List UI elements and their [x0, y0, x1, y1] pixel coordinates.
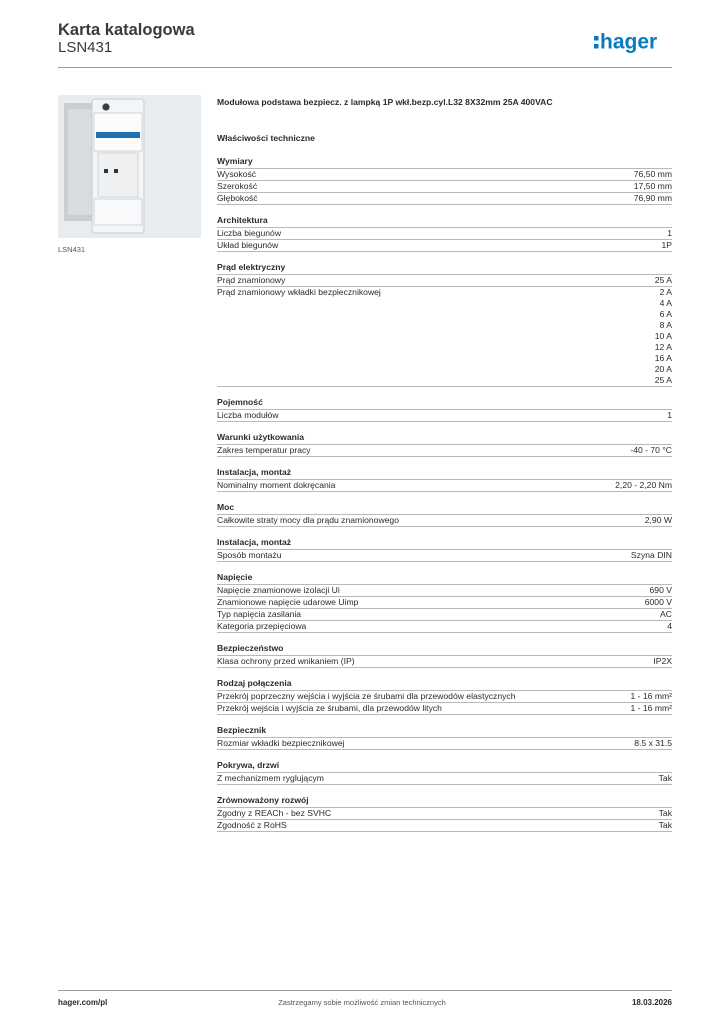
spec-label: Rozmiar wkładki bezpiecznikowej: [217, 738, 345, 748]
spec-value: Tak: [658, 773, 672, 783]
spec-value: 1: [667, 410, 672, 420]
spec-group: [217, 156, 672, 205]
spec-group: [217, 397, 672, 422]
spec-label: Z mechanizmem ryglującym: [217, 773, 324, 783]
spec-values: [653, 656, 672, 667]
spec-label: Zakres temperatur pracy: [217, 445, 311, 455]
spec-value: 2,20 - 2,20 Nm: [615, 480, 672, 490]
spec-values: [645, 597, 672, 608]
spec-values: [655, 275, 672, 286]
spec-group-title: Moc: [217, 502, 672, 515]
spec-label: Klasa ochrony przed wnikaniem (IP): [217, 656, 355, 666]
spec-values: [667, 228, 672, 239]
spec-label: Zgodność z RoHS: [217, 820, 287, 830]
spec-group-title: Architektura: [217, 215, 672, 228]
product-image-caption: LSN431: [58, 245, 86, 254]
spec-group-title: Pojemność: [217, 397, 672, 410]
spec-values: [660, 609, 672, 620]
spec-value: 1 - 16 mm²: [630, 703, 672, 713]
spec-row: [217, 808, 672, 820]
spec-group: [217, 467, 672, 492]
spec-row: [217, 621, 672, 633]
hager-logo: [594, 27, 674, 57]
footer-disclaimer: Zastrzegamy sobie możliwość zmian technicznych: [278, 998, 446, 1007]
spec-value: 12 A: [654, 342, 672, 352]
spec-group-title: Bezpiecznik: [217, 725, 672, 738]
spec-group: [217, 643, 672, 668]
spec-value: 6000 V: [644, 597, 672, 607]
spec-values: [634, 181, 672, 192]
spec-group-title: Instalacja, montaż: [217, 537, 672, 550]
spec-value: 1: [667, 228, 672, 238]
footer-divider: [58, 990, 672, 991]
spec-row: [217, 773, 672, 785]
spec-group-title: Pokrywa, drzwi: [217, 760, 672, 773]
spec-group: [217, 502, 672, 527]
spec-value: 1 - 16 mm²: [630, 691, 672, 701]
spec-values: [661, 240, 672, 251]
spec-label: Napięcie znamionowe izolacji Ui: [217, 585, 340, 595]
spec-row: [217, 287, 672, 387]
spec-values: [655, 287, 672, 386]
spec-values: [634, 169, 672, 180]
spec-label: Układ biegunów: [217, 240, 279, 250]
spec-row: [217, 240, 672, 252]
spec-row: [217, 228, 672, 240]
specifications: [217, 96, 672, 842]
spec-value: 10 A: [654, 331, 672, 341]
spec-value: 25 A: [654, 375, 672, 385]
spec-value: 17,50 mm: [633, 181, 672, 191]
spec-row: [217, 597, 672, 609]
spec-value: IP2X: [653, 656, 672, 666]
header-divider: [58, 67, 672, 68]
spec-label: Całkowite straty mocy dla prądu znamionowego: [217, 515, 399, 525]
spec-label: Liczba modułów: [217, 410, 279, 420]
spec-values: [615, 480, 672, 491]
spec-values: [631, 550, 672, 561]
spec-label: Przekrój poprzeczny wejścia i wyjścia ze śrubami dla przewodów elastycznych: [217, 691, 516, 701]
product-image: [58, 95, 201, 238]
spec-group-title: Napięcie: [217, 572, 672, 585]
spec-label: Szerokość: [217, 181, 258, 191]
spec-values: [667, 410, 672, 421]
spec-value: 4: [667, 621, 672, 631]
spec-value: 76,50 mm: [633, 169, 672, 179]
spec-value: Tak: [658, 820, 672, 830]
spec-values: [630, 445, 672, 456]
spec-label: Prąd znamionowy wkładki bezpiecznikowej: [217, 287, 381, 297]
spec-value: 20 A: [654, 364, 672, 374]
spec-value: 76,90 mm: [633, 193, 672, 203]
spec-group-title: Instalacja, montaż: [217, 467, 672, 480]
spec-value: 4 A: [659, 298, 672, 308]
spec-value: 2,90 W: [644, 515, 672, 525]
spec-row: [217, 656, 672, 668]
spec-value: 690 V: [649, 585, 672, 595]
spec-row: [217, 738, 672, 750]
spec-value: AC: [660, 609, 672, 619]
spec-groups: [217, 156, 672, 832]
spec-group-title: Warunki użytkowania: [217, 432, 672, 445]
spec-label: Wysokość: [217, 169, 257, 179]
spec-label: Znamionowe napięcie udarowe Uimp: [217, 597, 359, 607]
spec-value: 8.5 x 31.5: [634, 738, 672, 748]
spec-values: [659, 773, 672, 784]
spec-row: [217, 275, 672, 287]
spec-values: [634, 193, 672, 204]
spec-values: [659, 820, 672, 831]
spec-label: Zgodny z REACh - bez SVHC: [217, 808, 332, 818]
spec-group: [217, 678, 672, 715]
spec-row: [217, 193, 672, 205]
header-product-code: LSN431: [58, 39, 113, 56]
spec-group: [217, 725, 672, 750]
spec-label: Prąd znamionowy: [217, 275, 286, 285]
spec-row: [217, 550, 672, 562]
spec-values: [659, 808, 672, 819]
spec-label: Przekrój wejścia i wyjścia ze śrubami, dla przewodów litych: [217, 703, 442, 713]
spec-group-title: Bezpieczeństwo: [217, 643, 672, 656]
spec-label: Sposób montażu: [217, 550, 282, 560]
spec-label: Kategoria przepięciowa: [217, 621, 307, 631]
header-title: Karta katalogowa: [58, 21, 195, 39]
spec-row: [217, 169, 672, 181]
spec-label: Typ napięcia zasilania: [217, 609, 302, 619]
spec-group: [217, 215, 672, 252]
footer-website: hager.com/pl: [58, 998, 108, 1007]
spec-value: 1P: [661, 240, 672, 250]
spec-row: [217, 820, 672, 832]
spec-value: 2 A: [659, 287, 672, 297]
spec-group: [217, 262, 672, 387]
spec-row: [217, 480, 672, 492]
spec-group: [217, 795, 672, 832]
footer-date: 18.03.2026: [631, 998, 672, 1007]
spec-values: [667, 621, 672, 632]
spec-row: [217, 445, 672, 457]
spec-group: [217, 760, 672, 785]
spec-value: Szyna DIN: [630, 550, 672, 560]
spec-value: 25 A: [654, 275, 672, 285]
spec-group-title: Zrównoważony rozwój: [217, 795, 672, 808]
spec-group-title: Wymiary: [217, 156, 672, 169]
spec-values: [630, 691, 672, 702]
spec-row: [217, 181, 672, 193]
spec-label: Liczba biegunów: [217, 228, 282, 238]
spec-group-title: Rodzaj połączenia: [217, 678, 672, 691]
brand-wordmark: hager: [600, 30, 658, 54]
spec-group-title: Prąd elektryczny: [217, 262, 672, 275]
spec-row: [217, 609, 672, 621]
spec-value: 8 A: [659, 320, 672, 330]
spec-row: [217, 703, 672, 715]
spec-group: [217, 432, 672, 457]
spec-values: [634, 738, 672, 749]
spec-label: Nominalny moment dokręcania: [217, 480, 336, 490]
spec-value: Tak: [658, 808, 672, 818]
spec-row: [217, 410, 672, 422]
spec-value: 6 A: [659, 309, 672, 319]
spec-value: 16 A: [654, 353, 672, 363]
spec-row: [217, 515, 672, 527]
spec-label: Głębokość: [217, 193, 258, 203]
spec-values: [630, 703, 672, 714]
spec-values: [650, 585, 672, 596]
spec-row: [217, 691, 672, 703]
technical-properties-heading: Właściwości techniczne: [217, 133, 315, 143]
spec-value: -40 - 70 °C: [630, 445, 672, 455]
spec-group: [217, 537, 672, 562]
spec-row: [217, 585, 672, 597]
spec-group: [217, 572, 672, 633]
product-description: Modułowa podstawa bezpiecz. z lampką 1P wkł.bezp.cyl.L32 8X32mm 25A 400VAC: [217, 97, 553, 107]
spec-values: [645, 515, 672, 526]
